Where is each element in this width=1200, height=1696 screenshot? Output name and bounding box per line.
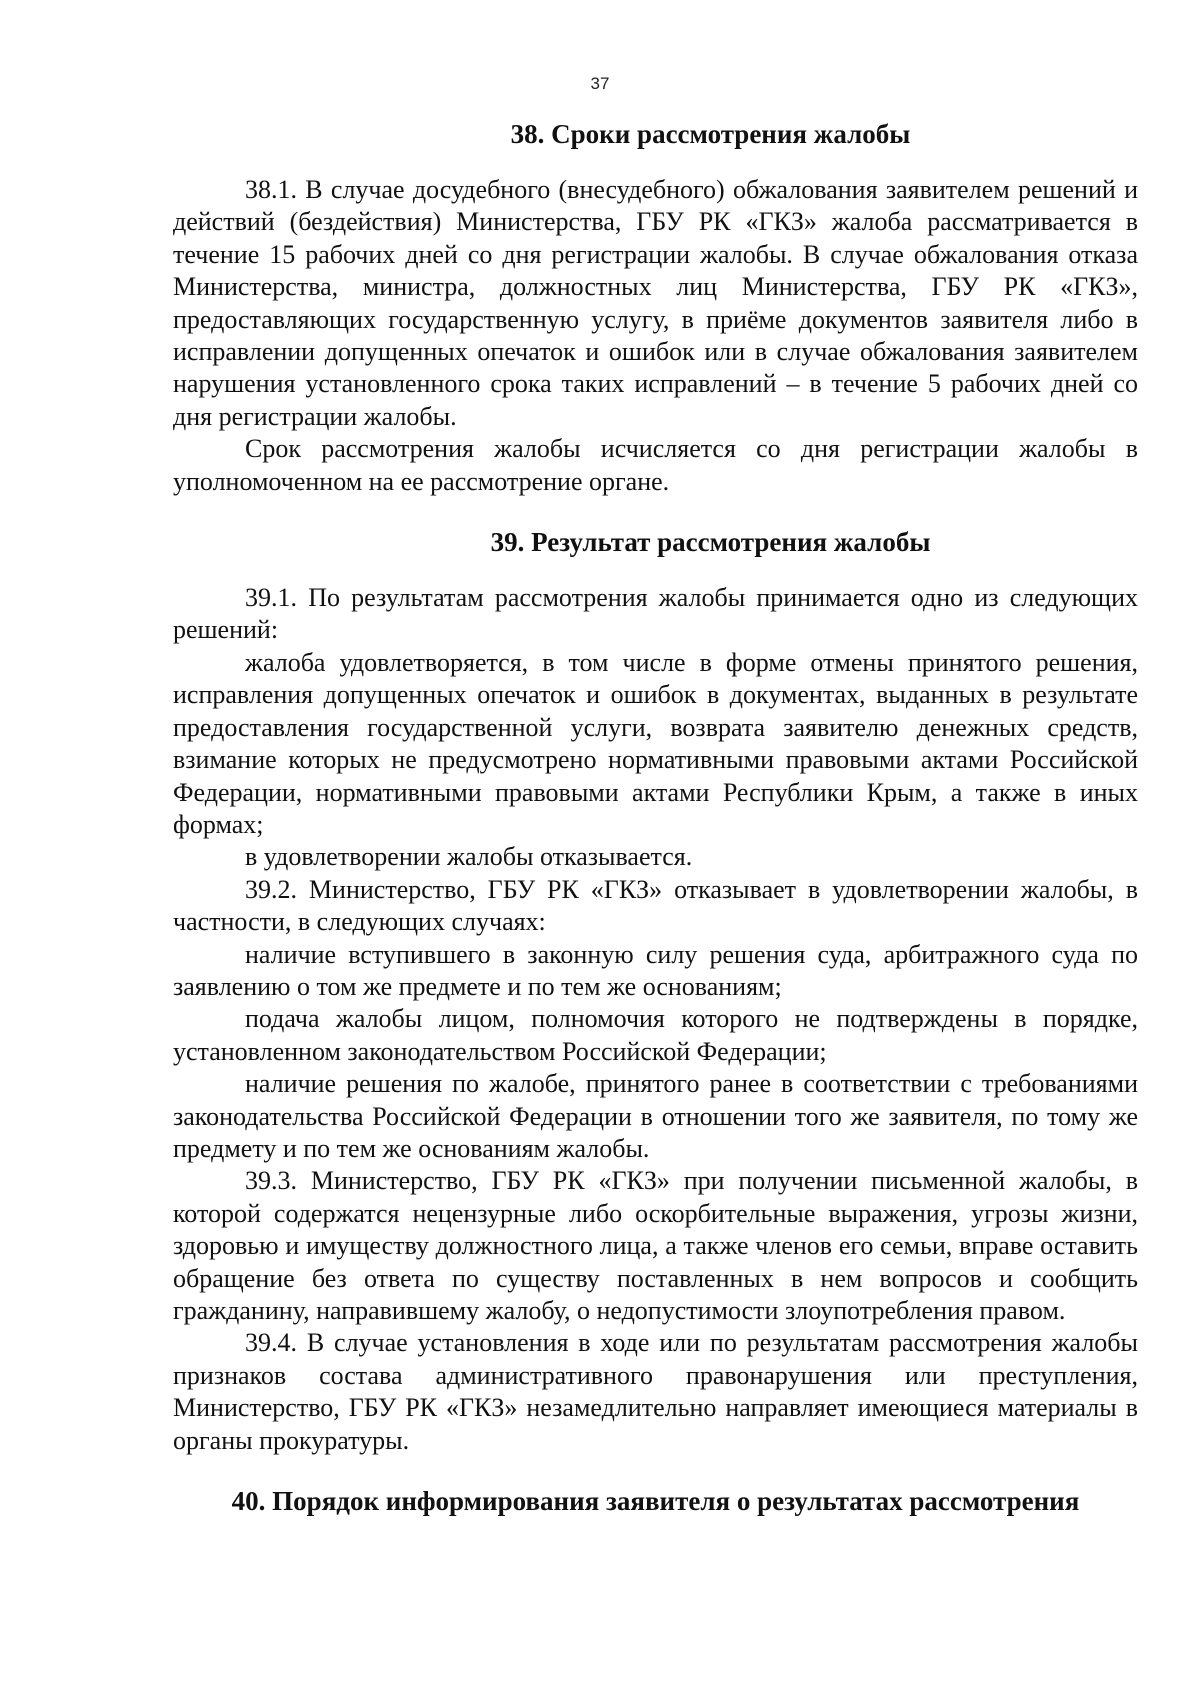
paragraph-38-1: 38.1. В случае досудебного (внесудебного) обжалования заявителем решений и действий (бездействия) Министерства, ГБУ РК «ГКЗ» жалоба рассматривается в течение 15 рабочих дней со дня регистрации жалобы. В случае обжалования отказа Министерства, министра, должностных лиц Министерства, ГБУ РК «ГКЗ», предоставляющих государственную услугу, в приёме документов заявителя либо в исправлении допущенных опечаток и ошибок или в случае обжалования заявителем нарушения установленного срока таких исправлений – в течение 5 рабочих дней со дня регистрации жалобы.: [173, 175, 1138, 431]
document-content: [173, 118, 1138, 1517]
paragraph-39-1-refused: в удовлетворении жалобы отказывается.: [245, 842, 693, 872]
page-number: 37: [590, 74, 610, 93]
section-39-heading: 39. Результат рассмотрения жалобы: [490, 527, 931, 558]
paragraph-39-3: 39.3. Министерство, ГБУ РК «ГКЗ» при получении письменной жалобы, в которой содержатся нецензурные либо оскорбительные выражения, угрозы жизни, здоровью и имуществу должностного лица, а также членов его семьи, вправе оставить обращение без ответа по существу поставленных в нем вопросов и сообщить гражданину, направившему жалобу, о недопустимости злоупотребления правом.: [173, 1166, 1138, 1325]
paragraph-39-2: 39.2. Министерство, ГБУ РК «ГКЗ» отказывает в удовлетворении жалобы, в частности, в следующих случаях:: [173, 874, 1138, 937]
paragraph-39-4: 39.4. В случае установления в ходе или по результатам рассмотрения жалобы признаков состава административного правонарушения или преступления, Министерство, ГБУ РК «ГКЗ» незамедлительно направляет имеющиеся материалы в органы прокуратуры.: [173, 1328, 1138, 1455]
paragraph-39-1-satisfied: жалоба удовлетворяется, в том числе в форме отмены принятого решения, исправления допущенных опечаток и ошибок в документах, выданных в результате предоставления государственной услуги, возврата заявителю денежных средств, взимание которых не предусмотрено нормативными правовыми актами Российской Федерации, нормативными правовыми актами Республики Крым, а также в иных формах;: [173, 647, 1138, 839]
section-38-heading: 38. Сроки рассмотрения жалобы: [510, 119, 911, 149]
paragraph-39-2-court: наличие вступившего в законную силу решения суда, арбитражного суда по заявлению о том же предмете и по тем же основаниям;: [173, 939, 1138, 1001]
paragraph-38-term: Срок рассмотрения жалобы исчисляется со дня регистрации жалобы в уполномоченном на ее рассмотрение органе.: [173, 434, 1138, 496]
paragraph-39-2-authority: подача жалобы лицом, полномочия которого не подтверждены в порядке, установленном законодательством Российской Федерации;: [173, 1004, 1138, 1066]
paragraph-39-2-prior-decision: наличие решения по жалобе, принятого ранее в соответствии с требованиями законодательства Российской Федерации в отношении того же заявителя, по тому же предмету и по тем же основаниям жалобы.: [173, 1069, 1138, 1163]
paragraph-39-1: 39.1. По результатам рассмотрения жалобы принимается одно из следующих решений:: [173, 583, 1138, 645]
section-40-heading: 40. Порядок информирования заявителя о результатах рассмотрения: [231, 1486, 1080, 1517]
